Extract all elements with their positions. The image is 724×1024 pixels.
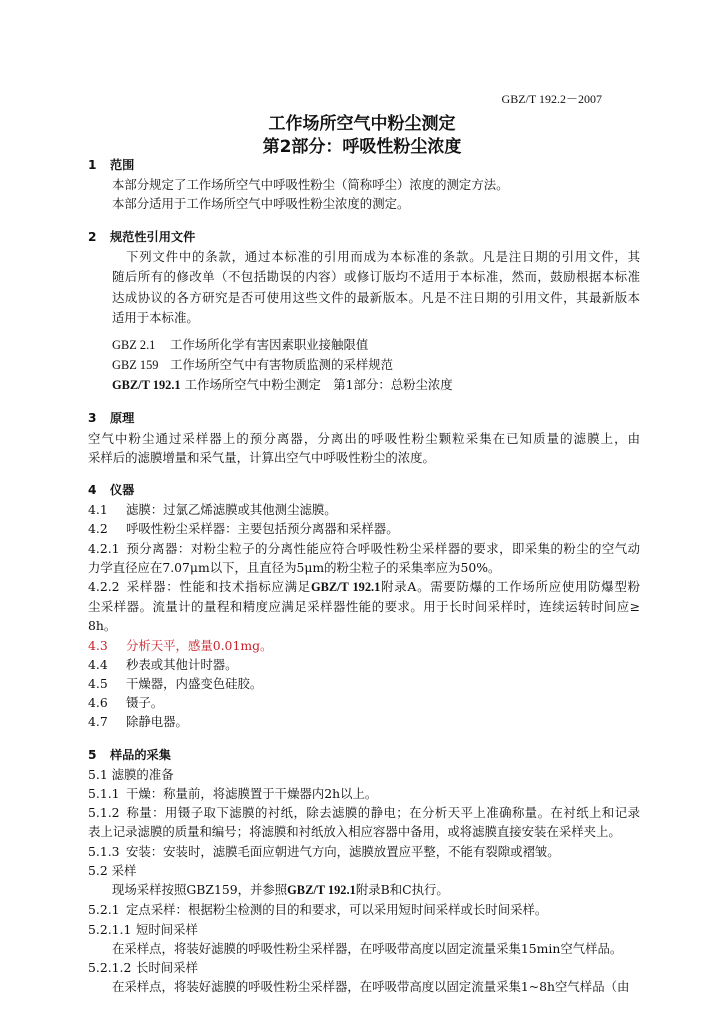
list-item: 4.4 秒表或其他计时器。 bbox=[88, 656, 238, 672]
list-item: 4.7 除静电器。 bbox=[88, 714, 188, 730]
list-item: 5.1.3 安装：安装时，滤膜毛面应朝进气方向，滤膜放置应平整，不能有裂隙或褶皱。 bbox=[88, 843, 560, 859]
list-item: 4.2 呼吸性粉尘采样器：主要包括预分离器和采样器。 bbox=[88, 521, 399, 537]
list-item: 5.1.2 称量：用镊子取下滤膜的衬纸，除去滤膜的静电；在分析天平上准确称量。在衬纸上和记录 bbox=[88, 805, 640, 821]
section-heading-normative-references: 2 规范性引用文件 bbox=[88, 229, 196, 244]
subsubsection-heading: 5.2.1.2 长时间采样 bbox=[88, 959, 198, 975]
paragraph: 在采样点，将装好滤膜的呼吸性粉尘采样器，在呼吸带高度以固定流量采集15min空气样品。 bbox=[112, 940, 623, 956]
list-item-highlighted: 4.3 分析天平，感量0.01mg。 bbox=[88, 637, 273, 653]
reference-item: GBZ 2.1 工作场所化学有害因素职业接触限值 bbox=[112, 336, 369, 352]
paragraph-line: 采样后的滤膜增量和采气量，计算出空气中呼吸性粉尘的浓度。 bbox=[88, 449, 435, 465]
paragraph: 本部分规定了工作场所空气中呼吸性粉尘（简称呼尘）浓度的测定方法。 bbox=[112, 177, 509, 193]
paragraph-line: 适用于本标准。 bbox=[112, 310, 199, 326]
paragraph-line: 力学直径应在7.07μm以下，且直径为5μm的粉尘粒子的采集率应为50%。 bbox=[88, 559, 501, 575]
paragraph: 在采样点，将装好滤膜的呼吸性粉尘采样器，在呼吸带高度以固定流量采集1~8h空气样品（由 bbox=[112, 979, 630, 995]
list-item: 5.1.1 干燥：称量前，将滤膜置于干燥器内2h以上。 bbox=[88, 786, 378, 802]
section-heading-sampling: 5 样品的采集 bbox=[88, 747, 171, 762]
subsection-heading: 5.1 滤膜的准备 bbox=[88, 766, 174, 782]
reference-item: GBZ 159 工作场所空气中有害物质监测的采样规范 bbox=[112, 357, 394, 373]
paragraph-line: 随后所有的修改单（不包括勘误的内容）或修订版均不适用于本标准，然而，鼓励根据本标准 bbox=[112, 269, 640, 285]
paragraph-line: 8h。 bbox=[88, 618, 117, 634]
paragraph-line: 表上记录滤膜的质量和编号；将滤膜和衬纸放入相应容器中备用，或将滤膜直接安装在采样夹上。 bbox=[88, 824, 621, 840]
paragraph: 现场采样按照GBZ159，并参照GBZ/T 192.1附录B和C执行。 bbox=[112, 882, 449, 898]
document-body bbox=[88, 156, 640, 996]
paragraph-line: 尘采样器。流量计的量程和精度应满足采样器性能的要求。用于长时间采样时，连续运转时间应≥ bbox=[88, 599, 640, 615]
paragraph-line: 空气中粉尘通过采样器上的预分离器，分离出的呼吸性粉尘颗粒采集在已知质量的滤膜上，由 bbox=[88, 430, 640, 446]
list-item: 4.6 镊子。 bbox=[88, 695, 164, 711]
paragraph: 本部分适用于工作场所空气中呼吸性粉尘浓度的测定。 bbox=[112, 196, 410, 212]
paragraph-line: 下列文件中的条款，通过本标准的引用而成为本标准的条款。凡是注日期的引用文件，其 bbox=[126, 248, 640, 264]
subsection-heading: 5.2 采样 bbox=[88, 862, 137, 878]
document-title: 工作场所空气中粉尘测定 bbox=[268, 114, 456, 134]
standard-code: GBZ/T 192.2－2007 bbox=[501, 92, 602, 106]
list-item: 5.2.1 定点采样：根据粉尘检测的目的和要求，可以采用短时间采样或长时间采样。 bbox=[88, 902, 548, 918]
reference-item: GBZ/T 192.1 工作场所空气中粉尘测定 第1部分：总粉尘浓度 bbox=[112, 377, 453, 393]
list-item: 4.5 干燥器，内盛变色硅胶。 bbox=[88, 676, 263, 692]
list-item: 4.1 滤膜：过氯乙烯滤膜或其他测尘滤膜。 bbox=[88, 502, 337, 518]
section-heading-principle: 3 原理 bbox=[88, 411, 135, 426]
list-item: 4.2.2 采样器：性能和技术指标应满足GBZ/T 192.1附录A。需要防爆的工作场所应使用防爆型粉 bbox=[88, 579, 640, 595]
subsubsection-heading: 5.2.1.1 短时间采样 bbox=[88, 921, 198, 937]
paragraph-line: 达成协议的各方研究是否可使用这些文件的最新版本。凡是不注日期的引用文件，其最新版本 bbox=[112, 289, 640, 305]
section-heading-apparatus: 4 仪器 bbox=[88, 483, 135, 498]
section-heading-scope: 1 范围 bbox=[88, 158, 135, 172]
list-item: 4.2.1 预分离器：对粉尘粒子的分离性能应符合呼吸性粉尘采样器的要求，即采集的粉尘的空气动 bbox=[88, 540, 640, 556]
document-subtitle: 第2部分：呼吸性粉尘浓度 bbox=[262, 137, 462, 157]
